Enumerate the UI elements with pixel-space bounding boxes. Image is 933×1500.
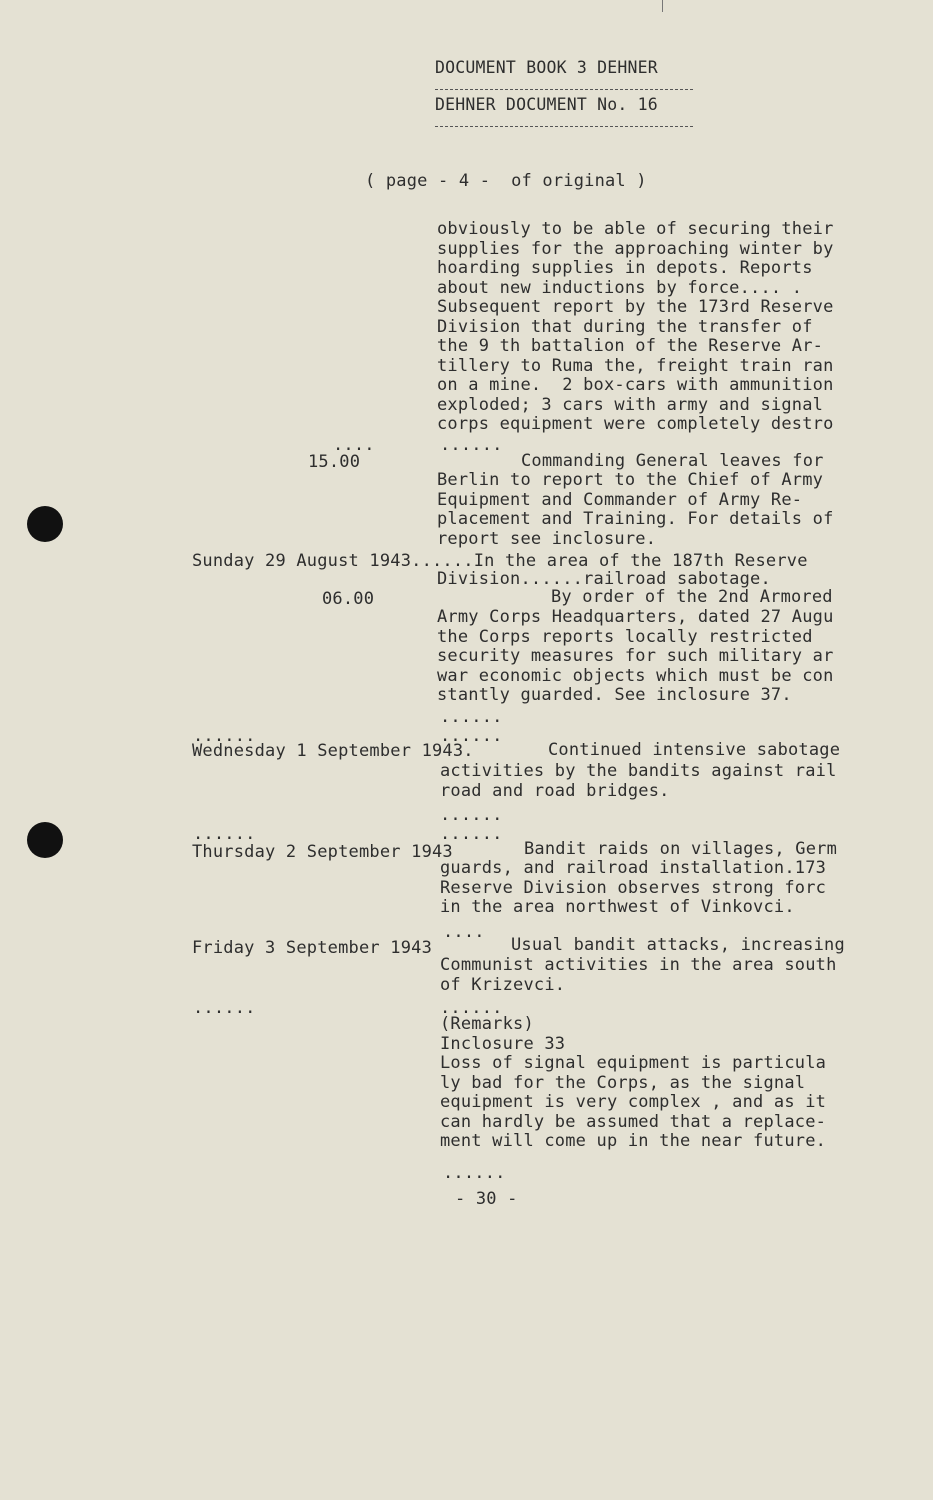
separator-dots: ...... xyxy=(440,435,503,455)
binder-hole-top xyxy=(27,506,63,542)
entry-text-block xyxy=(440,859,826,918)
text-line: Berlin to report to the Chief of Army xyxy=(437,470,824,490)
separator-dots: ...... xyxy=(193,726,256,746)
text-line: tillery to Ruma the, freight train ran xyxy=(437,355,834,376)
text-line: security measures for such military ar xyxy=(437,646,834,666)
text-line: supplies for the approaching winter by xyxy=(437,238,834,259)
text-line: activities by the bandits against rail xyxy=(440,761,837,781)
separator-dots: .... xyxy=(333,435,375,455)
remarks-line: can hardly be assumed that a replace- xyxy=(440,1111,827,1132)
paper-mark xyxy=(662,0,663,12)
text-line: on a mine. 2 box-cars with ammunition xyxy=(437,375,834,395)
remarks-line: (Remarks) xyxy=(440,1014,534,1034)
entry-text: Continued intensive sabotage xyxy=(548,740,841,760)
binder-hole-bottom xyxy=(27,822,63,858)
text-line: obviously to be able of securing their xyxy=(437,219,834,239)
separator-dots: .... xyxy=(443,922,485,942)
separator-dots: ...... xyxy=(440,805,503,825)
paragraph-continuation xyxy=(437,220,834,435)
text-line: exploded; 3 cars with army and signal xyxy=(437,394,824,415)
text-line: war economic objects which must be con xyxy=(437,665,834,686)
separator-dots: ...... xyxy=(193,998,256,1018)
separator-dots: ...... xyxy=(440,726,503,746)
text-line: the Corps reports locally restricted xyxy=(437,626,813,647)
remarks-line: ment will come up in the near future. xyxy=(440,1131,827,1151)
text-line: of Krizevci. xyxy=(440,974,566,995)
text-line: the 9 th battalion of the Reserve Ar- xyxy=(437,336,824,356)
document-book-title: DOCUMENT BOOK 3 DEHNER xyxy=(435,58,658,77)
text-line: Communist activities in the area south xyxy=(440,955,837,975)
remarks-line: Inclosure 33 xyxy=(440,1033,566,1054)
remarks-line: Loss of signal equipment is particula xyxy=(440,1053,827,1073)
entry-date-line: Wednesday 1 September 1943. xyxy=(192,741,474,761)
text-line: Army Corps Headquarters, dated 27 Augu xyxy=(437,607,834,627)
text-line: Division that during the transfer of xyxy=(437,316,813,337)
entry-text-block xyxy=(437,471,834,549)
remarks-line: ly bad for the Corps, as the signal xyxy=(440,1072,806,1093)
text-line: Reserve Division observes strong forc xyxy=(440,877,827,898)
entry-time: 15.00 xyxy=(308,452,361,472)
page-reference: ( page - 4 - of original ) xyxy=(365,171,647,191)
text-line: road and road bridges. xyxy=(440,780,670,801)
text-line: stantly guarded. See inclosure 37. xyxy=(437,685,792,705)
entry-date-line: Friday 3 September 1943 xyxy=(192,938,433,958)
entry-text: Division......railroad sabotage. xyxy=(437,569,771,589)
header-dashed-rule-2 xyxy=(435,126,693,127)
text-line: placement and Training. For details of xyxy=(437,509,834,529)
document-number: DEHNER DOCUMENT No. 16 xyxy=(435,95,658,114)
text-line: Subsequent report by the 173rd Reserve xyxy=(437,297,834,317)
entry-date-line: Thursday 2 September 1943 xyxy=(192,842,453,862)
entry-text-block xyxy=(440,762,837,801)
entry-text: Usual bandit attacks, increasing xyxy=(511,935,845,955)
text-line: Equipment and Commander of Army Re- xyxy=(437,489,803,510)
separator-dots: ...... xyxy=(443,1163,506,1183)
text-line: in the area northwest of Vinkovci. xyxy=(440,897,795,917)
entry-date-line: Sunday 29 August 1943......In the area of the 187th Reserve xyxy=(192,551,808,571)
remarks-block xyxy=(440,1015,826,1152)
separator-dots: ...... xyxy=(440,707,503,727)
text-line: guards, and railroad installation.173 xyxy=(440,858,827,878)
page-number: - 30 - xyxy=(455,1189,518,1209)
entry-text: Bandit raids on villages, Germ xyxy=(524,839,838,859)
entry-text-block xyxy=(440,956,837,995)
text-line: report see inclosure. xyxy=(437,528,657,549)
separator-dots: ...... xyxy=(440,824,503,844)
text-line: hoarding supplies in depots. Reports xyxy=(437,258,813,278)
entry-text: Commanding General leaves for xyxy=(521,451,824,471)
text-line: corps equipment were completely destro xyxy=(437,414,834,434)
text-line: about new inductions by force.... . xyxy=(437,277,803,298)
entry-time: 06.00 xyxy=(322,589,375,609)
entry-text: By order of the 2nd Armored xyxy=(551,587,833,607)
separator-dots: ...... xyxy=(193,824,256,844)
header-dashed-rule-1 xyxy=(435,89,693,90)
remarks-line: equipment is very complex , and as it xyxy=(440,1092,827,1112)
entry-text-block xyxy=(437,608,834,706)
separator-dots: ...... xyxy=(440,998,503,1018)
